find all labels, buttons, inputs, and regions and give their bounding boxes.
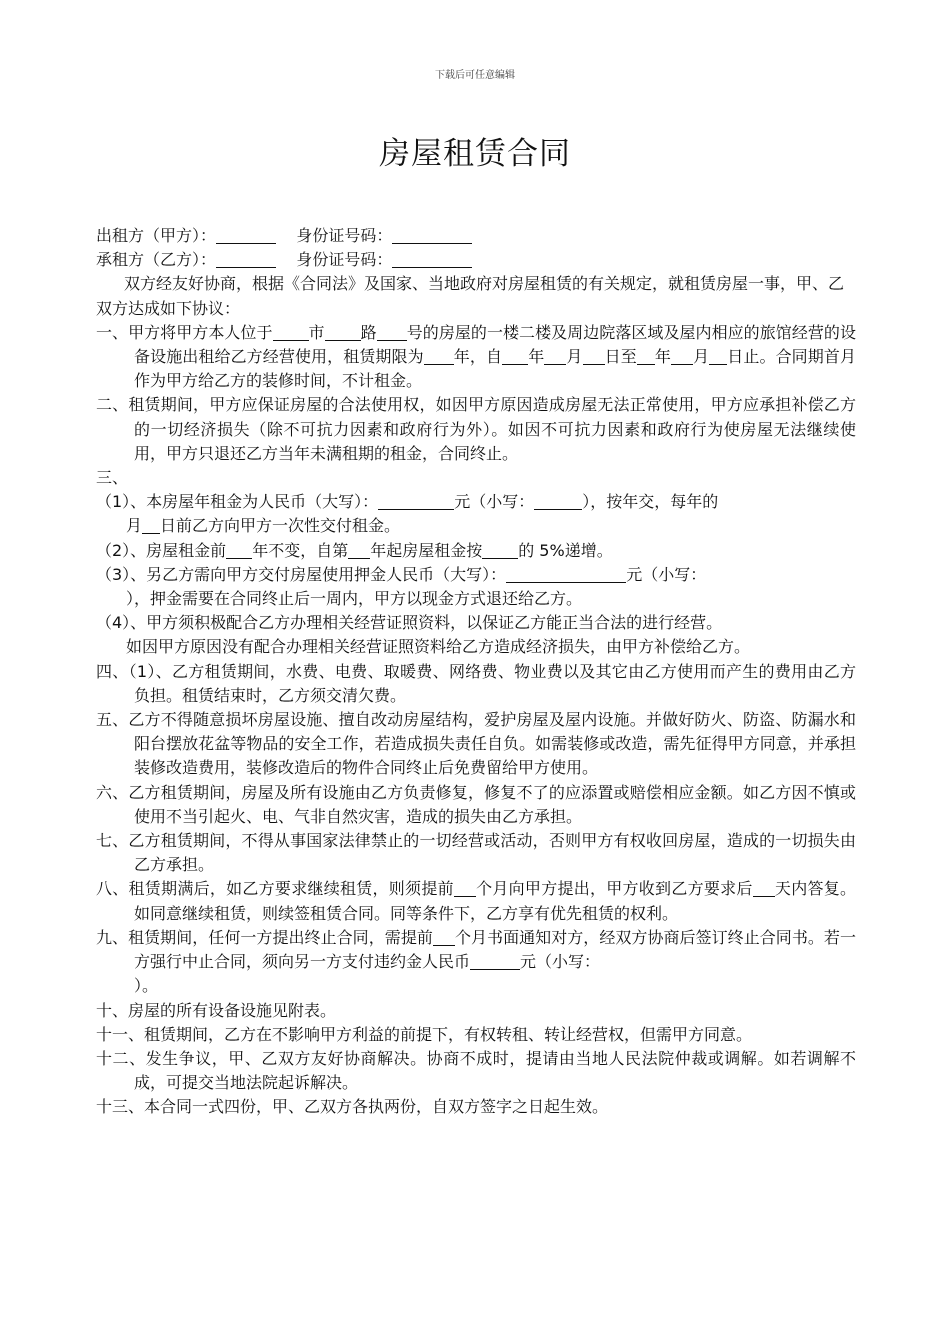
clause-8 xyxy=(96,877,856,925)
clause-1-text: 年 xyxy=(654,347,671,367)
start-day-blank[interactable] xyxy=(583,348,605,365)
city-blank[interactable] xyxy=(273,324,309,341)
lessee-id-label: 身份证号码： xyxy=(296,250,393,270)
lessor-id-blank[interactable] xyxy=(392,227,472,244)
clause-13: 十三、本合同一式四份，甲、乙双方各执两份，自双方签字之日起生效。 xyxy=(96,1097,609,1117)
clause-1-text: 月 xyxy=(566,347,583,367)
annual-rent-words-blank[interactable] xyxy=(378,493,454,510)
clause-3-1-text: 月 xyxy=(126,516,143,536)
clause-9-text: 元（小写： xyxy=(520,952,601,972)
lessee-label: 承租方（乙方）： xyxy=(96,250,217,270)
clause-9-text: 九、租赁期间，任何一方提出终止合同，需提前 xyxy=(96,927,433,947)
reply-days-blank[interactable] xyxy=(753,880,775,897)
clause-1-text: 一、甲方将甲方本人位于 xyxy=(96,322,273,342)
clause-3-1 xyxy=(96,490,856,538)
lessor-line xyxy=(96,224,856,248)
lessee-name-blank[interactable] xyxy=(216,251,276,268)
road-blank[interactable] xyxy=(325,324,361,341)
clause-2: 二、租赁期间，甲方应保证房屋的合法使用权，如因甲方原因造成房屋无法正常使用，甲方应承担补偿乙方的一切经济损失（除不可抗力因素和政府行为外）。如因不可抗力因素和政府行为使房屋无法继续使用，甲方只退还乙方当年未满租期的租金，合同终止。 xyxy=(96,395,856,463)
clause-3-2-text: 年不变，自第 xyxy=(252,540,349,560)
clause-3-3 xyxy=(96,563,856,611)
clause-3-1-text: 元（小写： xyxy=(454,492,535,512)
end-day-blank[interactable] xyxy=(709,348,727,365)
penalty-words-blank[interactable] xyxy=(470,953,520,970)
end-year-blank[interactable] xyxy=(637,348,655,365)
clause-8-text: 天内答复。如同意继续租赁，则续签租赁合同。同等条件下，乙方享有优先租赁的权利。 xyxy=(134,879,856,923)
clause-3-1-text: 日前乙方向甲方一次性交付租金。 xyxy=(160,516,401,536)
clause-3-3-text: （3）、另乙方需向甲方交付房屋使用押金人民币（大写）： xyxy=(96,564,507,584)
clause-3-2-text: 的 5%递增。 xyxy=(518,540,613,560)
contract-body xyxy=(96,224,856,1120)
start-year-blank[interactable] xyxy=(502,348,528,365)
lessee-id-blank[interactable] xyxy=(392,251,472,268)
lessor-label: 出租方（甲方）： xyxy=(96,226,217,245)
clause-11: 十一、租赁期间，乙方在不影响甲方利益的前提下，有权转租、转让经营权，但需甲方同意。 xyxy=(96,1024,753,1044)
clause-3-2 xyxy=(96,539,856,563)
lessee-line xyxy=(96,248,856,272)
clause-8-text: 个月向甲方提出，甲方收到乙方要求后 xyxy=(475,879,753,899)
deposit-words-blank[interactable] xyxy=(506,566,626,583)
clause-3-2-text: （2）、房屋租金前 xyxy=(96,540,227,560)
clause-12: 十二、发生争议，甲、乙双方友好协商解决。协商不成时，提请由当地人民法院仲裁或调解。如若调解不成，可提交当地法院起诉解决。 xyxy=(96,1048,856,1093)
header-note: 下载后可任意编辑 xyxy=(435,70,515,81)
intro-paragraph: 双方经友好协商，根据《合同法》及国家、当地政府对房屋租赁的有关规定，就租赁房屋一事，甲、乙双方达成如下协议： xyxy=(96,274,845,318)
clause-3-3-text: ），押金需要在合同终止后一周内，甲方以现金方式退还给乙方。 xyxy=(126,589,583,609)
clause-7: 七、乙方租赁期间，不得从事国家法律禁止的一切经营或活动，否则甲方有权收回房屋，造成的一切损失由乙方承担。 xyxy=(96,831,856,875)
clause-3-4-continued: 如因甲方原因没有配合办理相关经营证照资料给乙方造成经济损失，由甲方补偿给乙方。 xyxy=(126,637,751,657)
clause-1-text: 号的房屋的一楼二楼及周边院落区域及屋内相应的旅馆经营的设备设施出租给乙方经营使用，租赁期限为 xyxy=(134,322,856,367)
annual-rent-figures-blank[interactable] xyxy=(534,493,582,510)
lessor-name-blank[interactable] xyxy=(216,227,276,244)
clause-1-text: 年，自 xyxy=(453,347,503,367)
clause-3-heading: 三、 xyxy=(96,468,129,488)
clause-3-4: （4）、甲方须积极配合乙方办理相关经营证照资料，以保证乙方能正当合法的进行经营。 xyxy=(96,613,723,633)
increase-base-blank[interactable] xyxy=(482,542,518,559)
clause-1-text: 市 xyxy=(308,322,325,342)
clause-1-text: 年 xyxy=(528,347,545,367)
start-month-blank[interactable] xyxy=(544,348,566,365)
document-title: 房屋租赁合同 xyxy=(379,136,571,172)
clause-3-2-text: 年起房屋租金按 xyxy=(370,540,483,560)
clause-9-text: ）。 xyxy=(134,976,159,996)
clause-3-3-text: 元（小写： xyxy=(626,564,707,584)
clause-6: 六、乙方租赁期间，房屋及所有设施由乙方负责修复，修复不了的应添置或赔偿相应金额。如乙方因不慎或使用不当引起火、电、气非自然灾害，造成的损失由乙方承担。 xyxy=(96,782,856,826)
clause-1-text: 日止。合同期首月作为甲方给乙方的装修时间，不计租金。 xyxy=(134,347,856,391)
clause-1-text: 日至 xyxy=(604,347,637,367)
increase-year-blank[interactable] xyxy=(348,542,370,559)
end-month-blank[interactable] xyxy=(671,348,693,365)
clause-4: 四、（1）、乙方租赁期间，水费、电费、取暖费、网络费、物业费以及其它由乙方使用而产生的费用由乙方负担。租赁结束时，乙方须交清欠费。 xyxy=(96,661,856,705)
lessor-id-label: 身份证号码： xyxy=(296,226,393,245)
clause-9 xyxy=(96,926,856,999)
term-years-blank[interactable] xyxy=(424,348,454,365)
clause-3-1-text: （1）、本房屋年租金为人民币（大写）： xyxy=(96,492,379,512)
clause-10: 十、房屋的所有设备设施见附表。 xyxy=(96,1000,337,1020)
clause-1-text: 月 xyxy=(693,347,710,367)
clause-3-1-text: ），按年交，每年的 xyxy=(582,492,719,512)
fixed-years-blank[interactable] xyxy=(226,542,252,559)
number-blank[interactable] xyxy=(377,324,407,341)
renewal-months-blank[interactable] xyxy=(454,880,476,897)
notice-months-blank[interactable] xyxy=(433,929,455,946)
clause-9-text: 个月书面通知对方，经双方协商后签订终止合同书。若一方强行中止合同，须向另一方支付违约金人民币 xyxy=(134,927,856,972)
clause-1-text: 路 xyxy=(360,322,377,342)
clause-5: 五、乙方不得随意损坏房屋设施、擅自改动房屋结构，爱护房屋及屋内设施。并做好防火、防盗、防漏水和阳台摆放花盆等物品的安全工作，若造成损失责任自负。如需装修或改造，需先征得甲方同意，并承担装修改造费用，装修改造后的物件合同终止后免费留给甲方使用。 xyxy=(96,710,856,778)
clause-1 xyxy=(96,321,856,394)
clause-8-text: 八、租赁期满后，如乙方要求继续租赁，则须提前 xyxy=(96,879,454,899)
rent-day-blank[interactable] xyxy=(142,517,160,534)
